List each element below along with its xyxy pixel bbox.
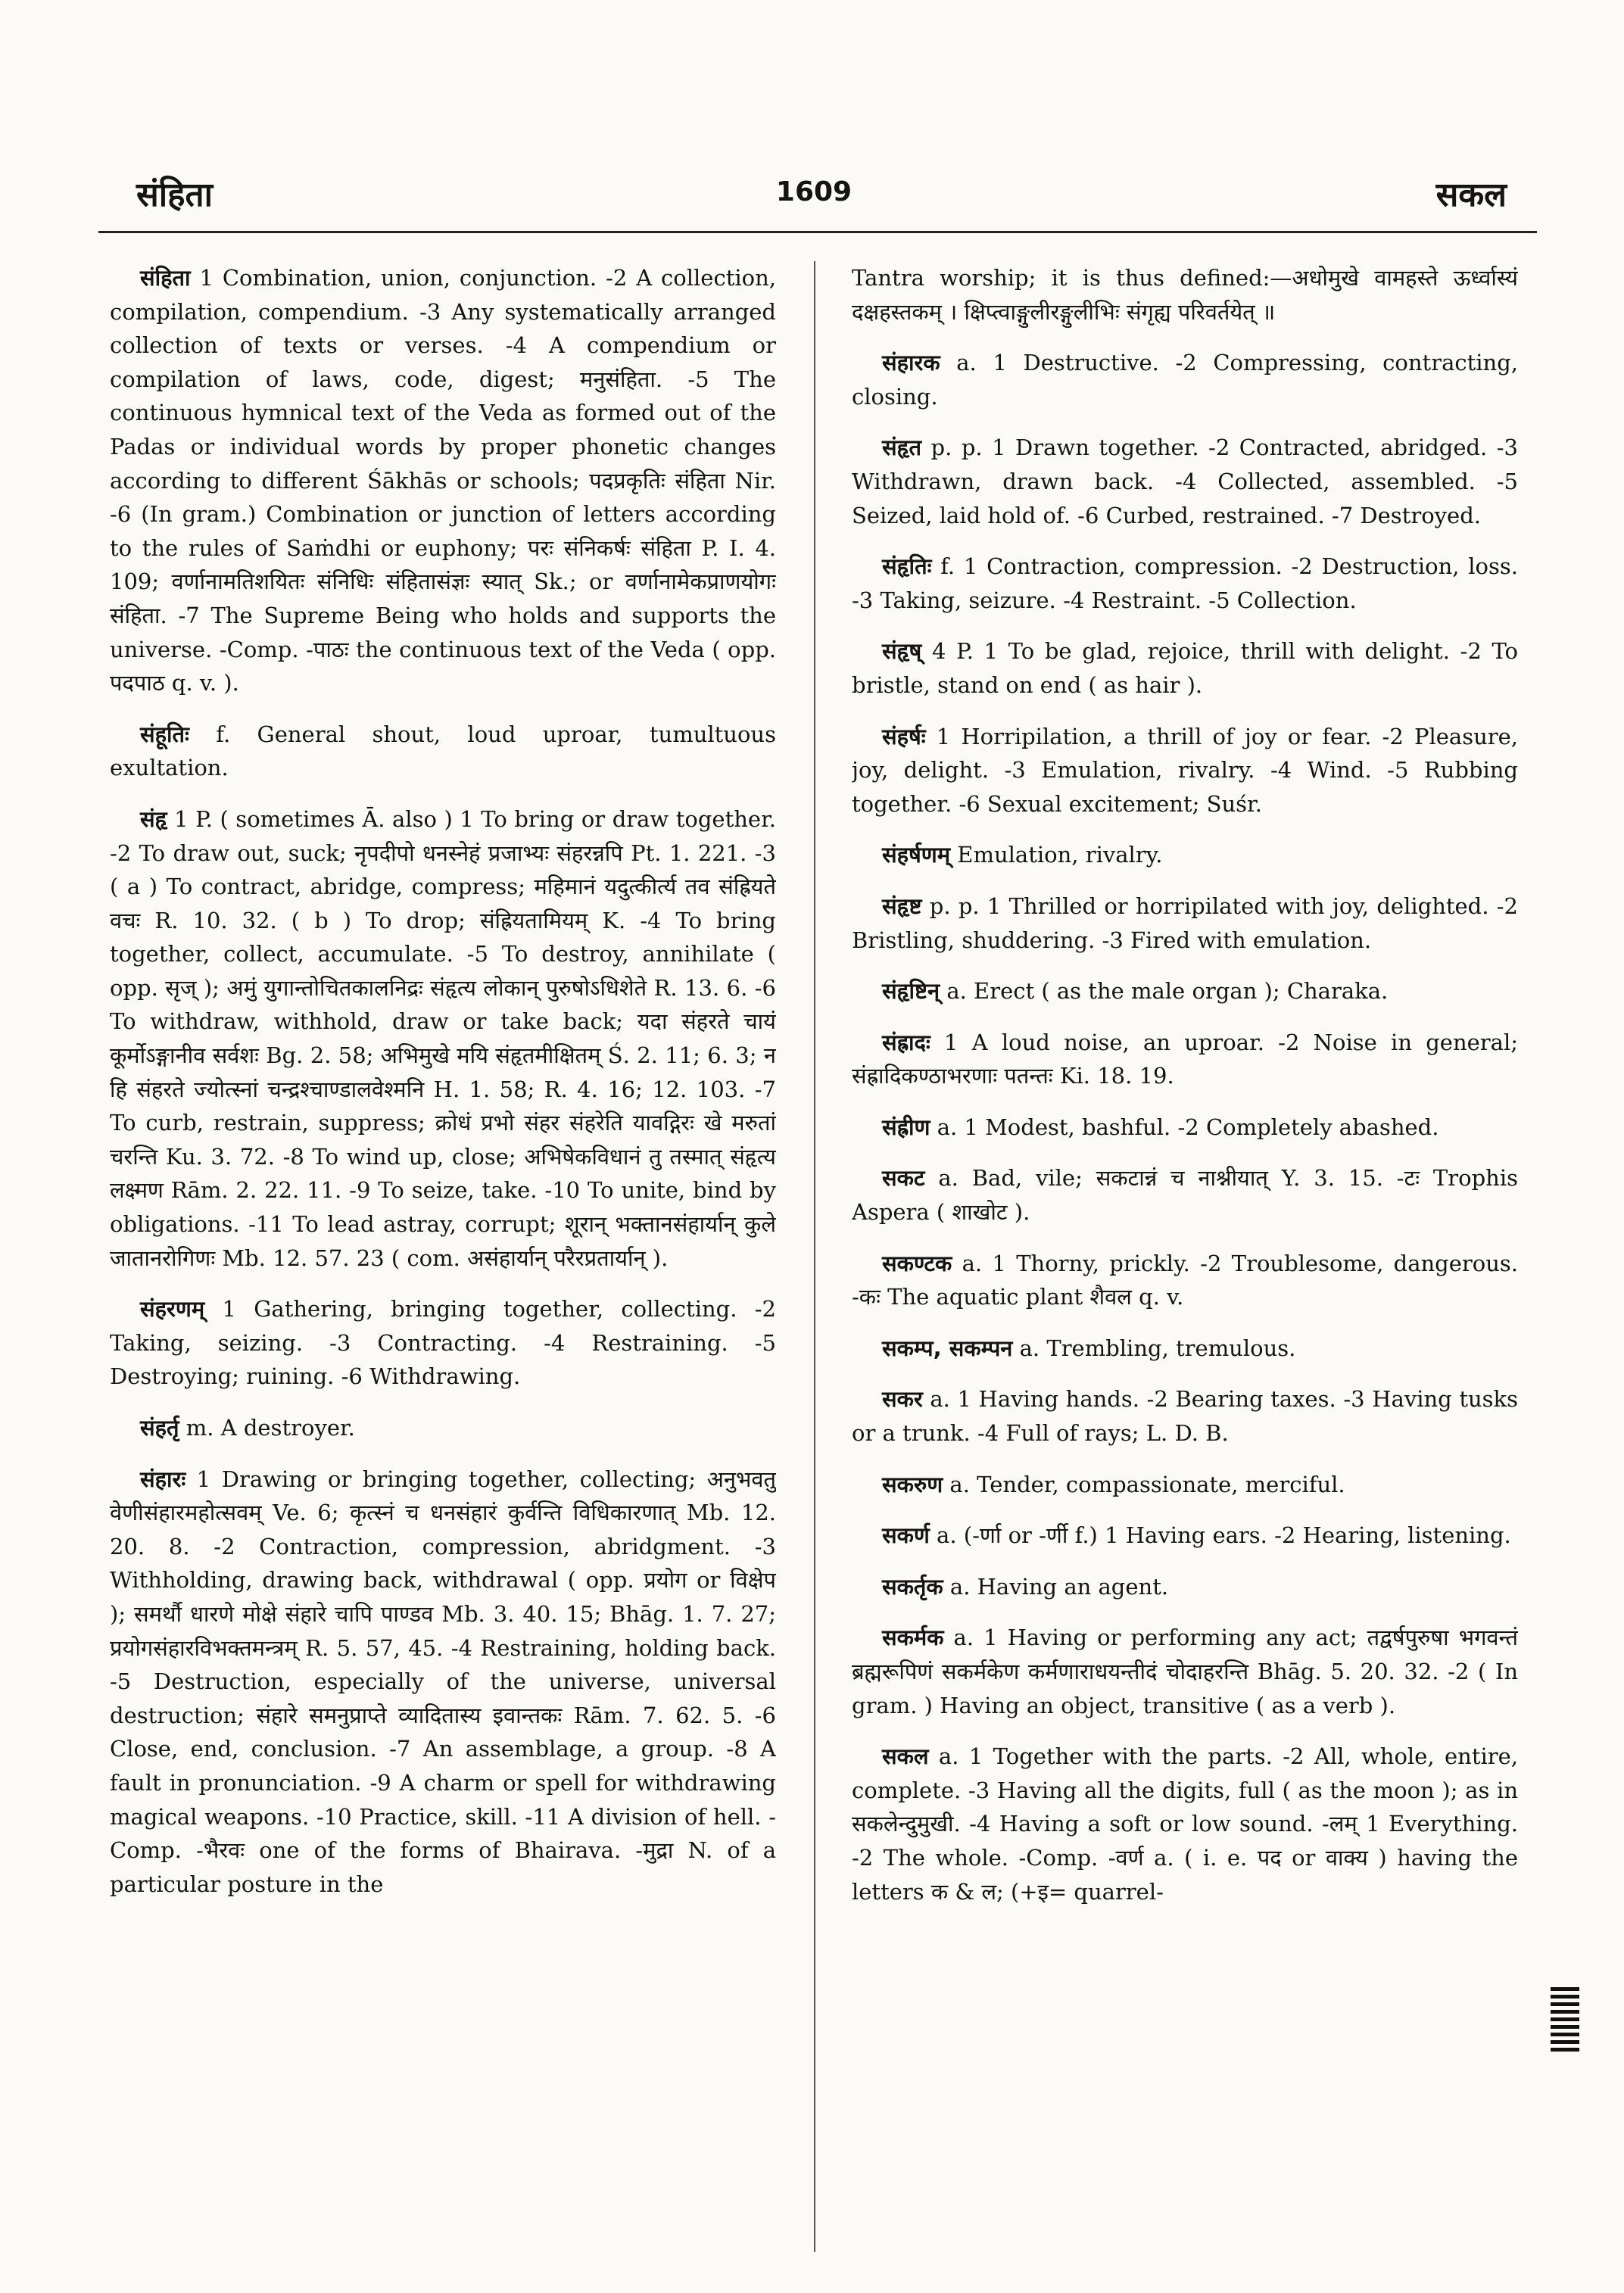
entry-definition: a. Erect ( as the male organ ); Charaka.: [940, 978, 1389, 1005]
entry-headword: संहारः: [140, 1466, 186, 1492]
dictionary-entry: [852, 1570, 1518, 1604]
entry-headword: सकर्मक: [882, 1625, 944, 1651]
entry-definition: 4 P. 1 To be glad, rejoice, thrill with delight. -2 To bristle, stand on end ( as hair ).: [852, 638, 1518, 698]
dictionary-entry: [852, 1026, 1518, 1093]
entry-headword: संहर्तृ: [140, 1415, 179, 1441]
dictionary-entry: [852, 1332, 1518, 1366]
entry-headword: संहरणम्: [140, 1296, 205, 1323]
entry-definition: m. A destroyer.: [179, 1415, 355, 1441]
entry-headword: संह्रादः: [882, 1029, 930, 1055]
entry-definition: a. 1 Having or performing any act; तद्वर्षपुरुषा भगवन्तं ब्रह्मरूपिणं सकर्मकेण कर्मणाराधयन्तीदं चोदाहरन्ति Bhāg. 5. 20. 32. -2 ( In gram. ) Having an object, transitive ( as a verb ).: [852, 1625, 1518, 1718]
dictionary-entry: [852, 889, 1518, 957]
margin-thumb-index-mark: [1551, 1987, 1579, 2055]
header-guide-word-left: संहिता: [136, 176, 213, 214]
entry-headword: संहर्षणम्: [882, 842, 951, 868]
entry-definition: 1 Gathering, bringing together, collecting. -2 Taking, seizing. -3 Contracting. -4 Restraining. -5 Destroying; ruining. -6 Withdrawing.: [110, 1296, 776, 1390]
dictionary-entry: [852, 1247, 1518, 1314]
dictionary-entry: [852, 1740, 1518, 1908]
entry-definition: a. 1 Having hands. -2 Bearing taxes. -3 Having tusks or a trunk. -4 Full of rays; L. D. B.: [852, 1386, 1518, 1447]
entry-definition: Tantra worship; it is thus defined:—अधोमुखे वामहस्ते ऊर्ध्वास्यं दक्षहस्तकम् । क्षिप्त्वाङ्गुलीरङ्गुलीभिः संगृह्य परिवर्तयेत् ॥: [852, 265, 1518, 325]
entry-definition: p. p. 1 Thrilled or horripilated with joy, delighted. -2 Bristling, shuddering. -3 Fired with emulation.: [852, 893, 1518, 953]
dictionary-entry: [852, 1621, 1518, 1722]
entry-definition: 1 Horripilation, a thrill of joy or fear. -2 Pleasure, joy, delight. -3 Emulation, rivalry. -4 Wind. -5 Rubbing together. -6 Sexual excitement; Suśr.: [852, 723, 1518, 817]
dictionary-entry: [110, 802, 776, 1275]
entry-definition: Emulation, rivalry.: [950, 842, 1163, 868]
entry-headword: सकर्ण: [882, 1522, 930, 1549]
entry-headword: सकम्प, सकम्पन: [882, 1335, 1013, 1361]
entry-definition: f. General shout, loud uproar, tumultuous exultation.: [110, 721, 776, 781]
dictionary-entry: [110, 1463, 776, 1902]
entry-definition: a. 1 Destructive. -2 Compressing, contracting, closing.: [852, 350, 1518, 410]
column-divider: [814, 261, 815, 2252]
entry-headword: सकर: [882, 1386, 923, 1413]
entry-headword: सकर्तृक: [882, 1573, 943, 1600]
dictionary-entry: [110, 1292, 776, 1394]
dictionary-entry: [852, 838, 1518, 872]
entry-headword: संहृ: [140, 805, 167, 832]
dictionary-entry: [852, 1468, 1518, 1502]
dictionary-entry: [852, 720, 1518, 821]
entry-definition: a. 1 Thorny, prickly. -2 Troublesome, dangerous. -कः The aquatic plant शैवल q. v.: [852, 1250, 1518, 1310]
entry-headword: संहूतिः: [140, 721, 189, 747]
entry-headword: संह्रीण: [882, 1114, 930, 1140]
dictionary-entry: [852, 431, 1518, 532]
entry-headword: संहृष्ट: [882, 893, 922, 919]
entry-definition: a. Bad, vile; सकटान्नं च नाश्नीयात् Y. 3. 15. -टः Trophis Aspera ( शाखोट ).: [852, 1165, 1518, 1226]
entry-definition: 1 A loud noise, an uproar. -2 Noise in general; संह्रादिकण्ठाभरणाः पतन्तः Ki. 18. 19.: [852, 1029, 1518, 1089]
entry-headword: सकट: [882, 1165, 925, 1192]
entry-headword: सकण्टक: [882, 1250, 952, 1276]
entry-headword: संहृतिः: [882, 553, 932, 580]
entry-headword: संहर्षः: [882, 723, 926, 749]
entry-headword: संहृष्: [882, 638, 922, 665]
dictionary-entry-continued: [852, 261, 1518, 329]
entry-headword: सकरुण: [882, 1471, 943, 1497]
dictionary-entry: [852, 974, 1518, 1008]
dictionary-entry: [852, 1111, 1518, 1145]
right-column: [852, 261, 1518, 2260]
entry-definition: a. Trembling, tremulous.: [1012, 1335, 1296, 1361]
header-rule: [98, 231, 1537, 233]
entry-headword: संहिता: [140, 265, 191, 291]
entry-definition: a. 1 Together with the parts. -2 All, whole, entire, complete. -3 Having all the digits, full ( as the moon ); as in सकलेन्दुमुखी. -4 Having a soft or low sound. -लम् 1 Everything. -2 The whole. -Comp. -वर्ण a. ( i. e. पद or वाक्य ) having the letters क & ल; (+इ= quarrel-: [852, 1743, 1518, 1905]
dictionary-entry: [110, 718, 776, 785]
entry-definition: p. p. 1 Drawn together. -2 Contracted, abridged. -3 Withdrawn, drawn back. -4 Collected, assembled. -5 Seized, laid hold of. -6 Curbed, restrained. -7 Destroyed.: [852, 435, 1518, 528]
dictionary-entry: [852, 346, 1518, 413]
entry-definition: a. 1 Modest, bashful. -2 Completely abashed.: [930, 1114, 1439, 1140]
header-guide-word-right: सकल: [1435, 176, 1507, 214]
dictionary-entry: [852, 550, 1518, 617]
dictionary-entry: [852, 1519, 1518, 1553]
entry-headword: सकल: [882, 1743, 929, 1770]
left-column: [110, 261, 776, 2260]
dictionary-entry: [852, 1161, 1518, 1229]
dictionary-entry: [852, 1382, 1518, 1450]
entry-definition: 1 Drawing or bringing together, collecting; अनुभवतु वेणीसंहारमहोत्सवम् Ve. 6; कृत्स्नं च धनसंहारं कुर्वन्ति विधिकारणात् Mb. 12. 20. 8. -2 Contraction, compression, abridgment. -3 Withholding, drawing back, withdrawal ( opp. प्रयोग or विक्षेप ); समर्थौ धारणे मोक्षे संहारे चापि पाण्डव Mb. 3. 40. 15; Bhāg. 1. 7. 27; प्रयोगसंहारविभक्तमन्त्रम् R. 5. 57, 45. -4 Restraining, holding back. -5 Destruction, especially of the universe, universal destruction; संहारे समनुप्राप्ते व्यादितास्य इवान्तकः Rām. 7. 62. 5. -6 Close, end, conclusion. -7 An assemblage, a group. -8 A fault in pronunciation. -9 A charm or spell for withdrawing magical weapons. -10 Practice, skill. -11 A division of hell. -Comp. -भैरवः one of the forms of Bhairava. -मुद्रा N. of a particular posture in the: [110, 1466, 776, 1897]
entry-headword: संहृत: [882, 435, 922, 461]
entry-definition: a. (-र्णा or -र्णी f.) 1 Having ears. -2 Hearing, listening.: [929, 1522, 1511, 1549]
dictionary-entry: [110, 1411, 776, 1445]
entry-definition: 1 P. ( sometimes Ā. also ) 1 To bring or draw together. -2 To draw out, suck; नृपदीपो धनस्नेहं प्रजाभ्यः संहरन्नपि Pt. 1. 221. -3 ( a ) To contract, abridge, compress; महिमानं यदुत्कीर्त्य तव संह्रियते वचः R. 10. 32. ( b ) To drop; संह्रियतामियम् K. -4 To bring together, collect, accumulate. -5 To destroy, annihilate ( opp. सृज् ); अमुं युगान्तोचितकालनिद्रः संहृत्य लोकान् पुरुषोऽधिशेते R. 13. 6. -6 To withdraw, withhold, draw or take back; यदा संहरते चायं कूर्मोऽङ्गानीव सर्वशः Bg. 2. 58; अभिमुखे मयि संहृतमीक्षितम् Ś. 2. 11; 6. 3; न हि संहरते ज्योत्स्नां चन्द्रश्चाण्डालवेश्मनि H. 1. 58; R. 4. 16; 12. 103. -7 To curb, restrain, suppress; क्रोधं प्रभो संहर संहरेति यावद्गिरः खे मरुतां चरन्ति Ku. 3. 72. -8 To wind up, close; अभिषेकविधानं तु तस्मात् संहृत्य लक्ष्मण Rām. 2. 22. 11. -9 To seize, take. -10 To unite, bind by obligations. -11 To lead astray, corrupt; शूरान् भक्तानसंहार्यान् कुले जातानरोगिणः Mb. 12. 57. 23 ( com. असंहार्यान् परैरप्रतार्यान् ).: [110, 805, 776, 1271]
dictionary-entry: [852, 634, 1518, 702]
entry-headword: संहारक: [882, 350, 940, 376]
entry-definition: a. Having an agent.: [943, 1573, 1169, 1600]
entry-definition: a. Tender, compassionate, merciful.: [943, 1471, 1345, 1497]
entry-definition: f. 1 Contraction, compression. -2 Destruction, loss. -3 Taking, seizure. -4 Restraint. -5 Collection.: [852, 553, 1518, 613]
dictionary-entry: [110, 261, 776, 700]
entry-definition: 1 Combination, union, conjunction. -2 A collection, compilation, compendium. -3 Any systematically arranged collection of texts or verses. -4 A compendium or compilation of laws, code, digest; मनुसंहिता. -5 The continuous hymnical text of the Veda as formed out of the Padas or individual words by proper phonetic changes according to different Śākhās or schools; पदप्रकृतिः संहिता Nir. -6 (In gram.) Combination or junction of letters according to the rules of Saṁdhi or euphony; परः संनिकर्षः संहिता P. I. 4. 109; वर्णानामतिशयितः संनिधिः संहितासंज्ञः स्यात् Sk.; or वर्णानामेकप्राणयोगः संहिता. -7 The Supreme Being who holds and supports the universe. -Comp. -पाठः the continuous text of the Veda ( opp. पदपाठ q. v. ).: [110, 265, 776, 696]
entry-headword: संहृष्टिन्: [882, 978, 940, 1005]
page-header: [106, 170, 1522, 223]
page-number: 1609: [775, 176, 853, 207]
